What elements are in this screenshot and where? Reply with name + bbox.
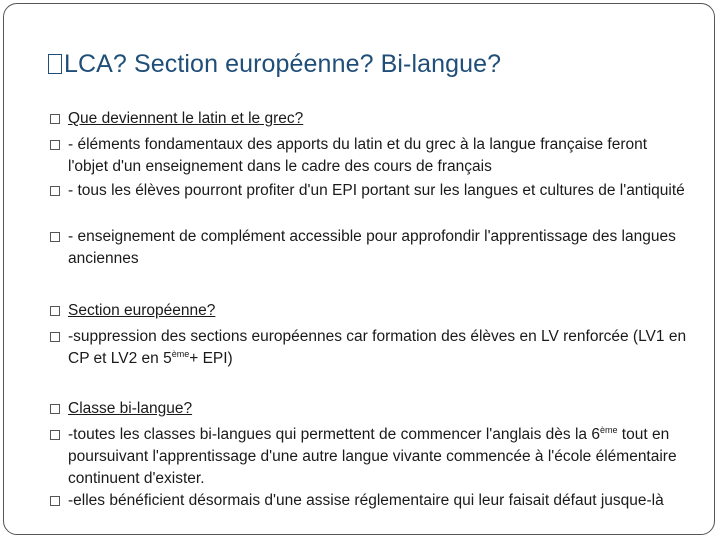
bullet-box-icon [50,430,60,440]
bullet-box-icon [50,496,60,506]
bullet-box-icon [50,114,60,124]
bullet-box-icon [50,186,60,196]
bullet-classe-bilangue-heading [50,398,690,420]
slide-title-text: LCA? Section européenne? Bi-langue? [64,50,502,78]
bullet-box-icon [50,404,60,414]
bullet-box-icon [50,140,60,150]
bullet-suppression-sections [50,326,690,370]
bullet-text: Section européenne? [68,302,216,319]
bullet-box-icon [50,232,60,242]
bullet-enseignement-complement [50,226,690,270]
bullet-latin-grec-francais [50,134,690,178]
bullet-text: -toutes les classes bi-langues qui permettent de commencer l'anglais dès la 6ème tout en poursuivant l'apprentissage d'une autre langue vivante commencée à l'école élémentaire continuent d'exister. [68,425,677,487]
bullet-epi-antiquite [50,180,690,202]
bullet-classes-bilangues [50,424,690,490]
bullet-text: - enseignement de complément accessible pour approfondir l'apprentissage des langues anciennes [68,228,676,267]
bullet-box-icon [50,306,60,316]
bullet-box-icon [50,332,60,342]
bullet-text: - tous les élèves pourront profiter d'un EPI portant sur les langues et cultures de l'antiquité [68,182,685,199]
slide-title [48,50,501,79]
bullet-latin-grec-heading [50,108,690,130]
bullet-text: Que deviennent le latin et le grec? [68,110,304,127]
bullet-text: - éléments fondamentaux des apports du latin et du grec à la langue française feront l'objet d'un enseignement dans le cadre des cours de français [68,136,648,175]
bullet-text: Classe bi-langue? [68,400,193,417]
bullet-text: -suppression des sections européennes car formation des élèves en LV renforcée (LV1 en CP et LV2 en 5ème+ EPI) [68,328,687,367]
bullet-section-europeenne-heading [50,300,690,322]
bullet-assise-reglementaire [50,490,690,512]
square-glyph-icon [48,54,62,74]
bullet-text: -elles bénéficient désormais d'une assise réglementaire qui leur faisait défaut jusque-là [68,492,664,509]
